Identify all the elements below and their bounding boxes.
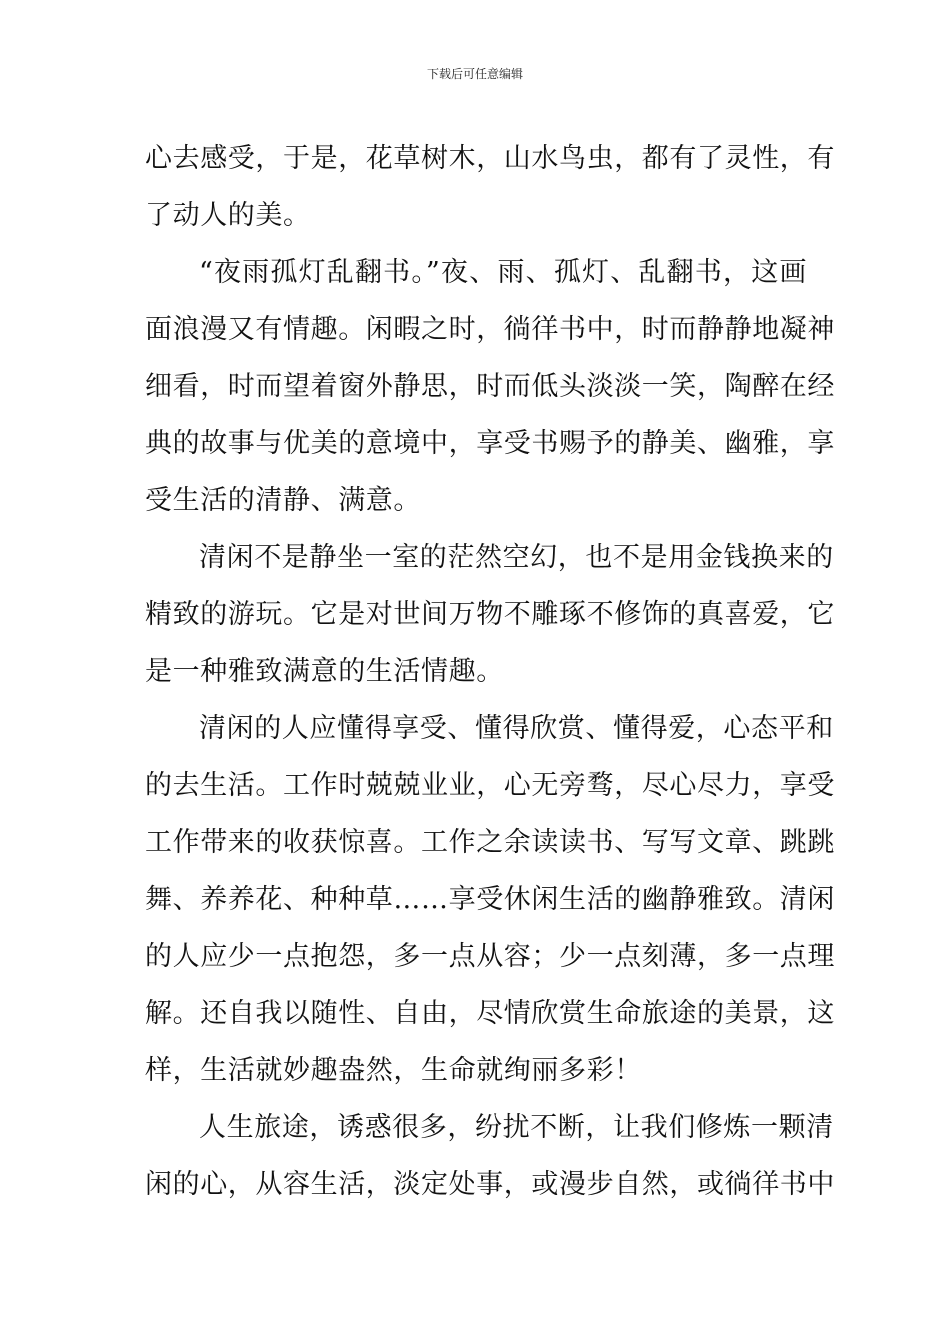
text-line: 了动人的美。 (145, 200, 311, 231)
page-header: 下载后可任意编辑 (426, 67, 523, 81)
text-line: 的去生活。工作时兢兢业业，心无旁骛，尽心尽力，享受 (145, 770, 835, 801)
text-line: 细看，时而望着窗外静思，时而低头淡淡一笑，陶醉在经 (145, 371, 835, 402)
text-line: 人生旅途，诱惑很多，纷扰不断，让我们修炼一颗清 (199, 1112, 834, 1143)
text-line: 受生活的清静、满意。 (145, 485, 421, 516)
paragraph (145, 700, 835, 1099)
text-line: 精致的游玩。它是对世间万物不雕琢不修饰的真喜爱，它 (145, 599, 835, 630)
text-line: 面浪漫又有情趣。闲暇之时，徜徉书中，时而静静地凝神 (145, 314, 835, 345)
text-line: 工作带来的收获惊喜。工作之余读读书、写写文章、跳跳 (145, 827, 835, 858)
paragraph (145, 1099, 835, 1213)
text-line: 清闲的人应懂得享受、懂得欣赏、懂得爱，心态平和 (199, 713, 834, 744)
paragraph (145, 529, 835, 700)
text-line: “夜雨孤灯乱翻书。”夜、雨、孤灯、乱翻书，这画 (199, 257, 807, 288)
text-line: 心去感受，于是，花草树木，山水鸟虫，都有了灵性，有 (145, 143, 835, 174)
paragraph (145, 130, 835, 244)
text-line: 的人应少一点抱怨，多一点从容；少一点刻薄，多一点理 (145, 941, 835, 972)
text-line: 是一种雅致满意的生活情趣。 (145, 656, 504, 687)
text-line: 闲的心，从容生活，淡定处事，或漫步自然，或徜徉书中 (145, 1169, 835, 1200)
text-line: 解。还自我以随性、自由，尽情欣赏生命旅途的美景，这 (145, 998, 835, 1029)
text-line: 样，生活就妙趣盎然，生命就绚丽多彩！ (145, 1055, 642, 1086)
text-line: 典的故事与优美的意境中，享受书赐予的静美、幽雅，享 (145, 428, 835, 459)
text-line: 舞、养养花、种种草……享受休闲生活的幽静雅致。清闲 (145, 884, 835, 915)
document-body (145, 130, 835, 1213)
paragraph (145, 244, 835, 529)
text-line: 清闲不是静坐一室的茫然空幻，也不是用金钱换来的 (199, 542, 834, 573)
